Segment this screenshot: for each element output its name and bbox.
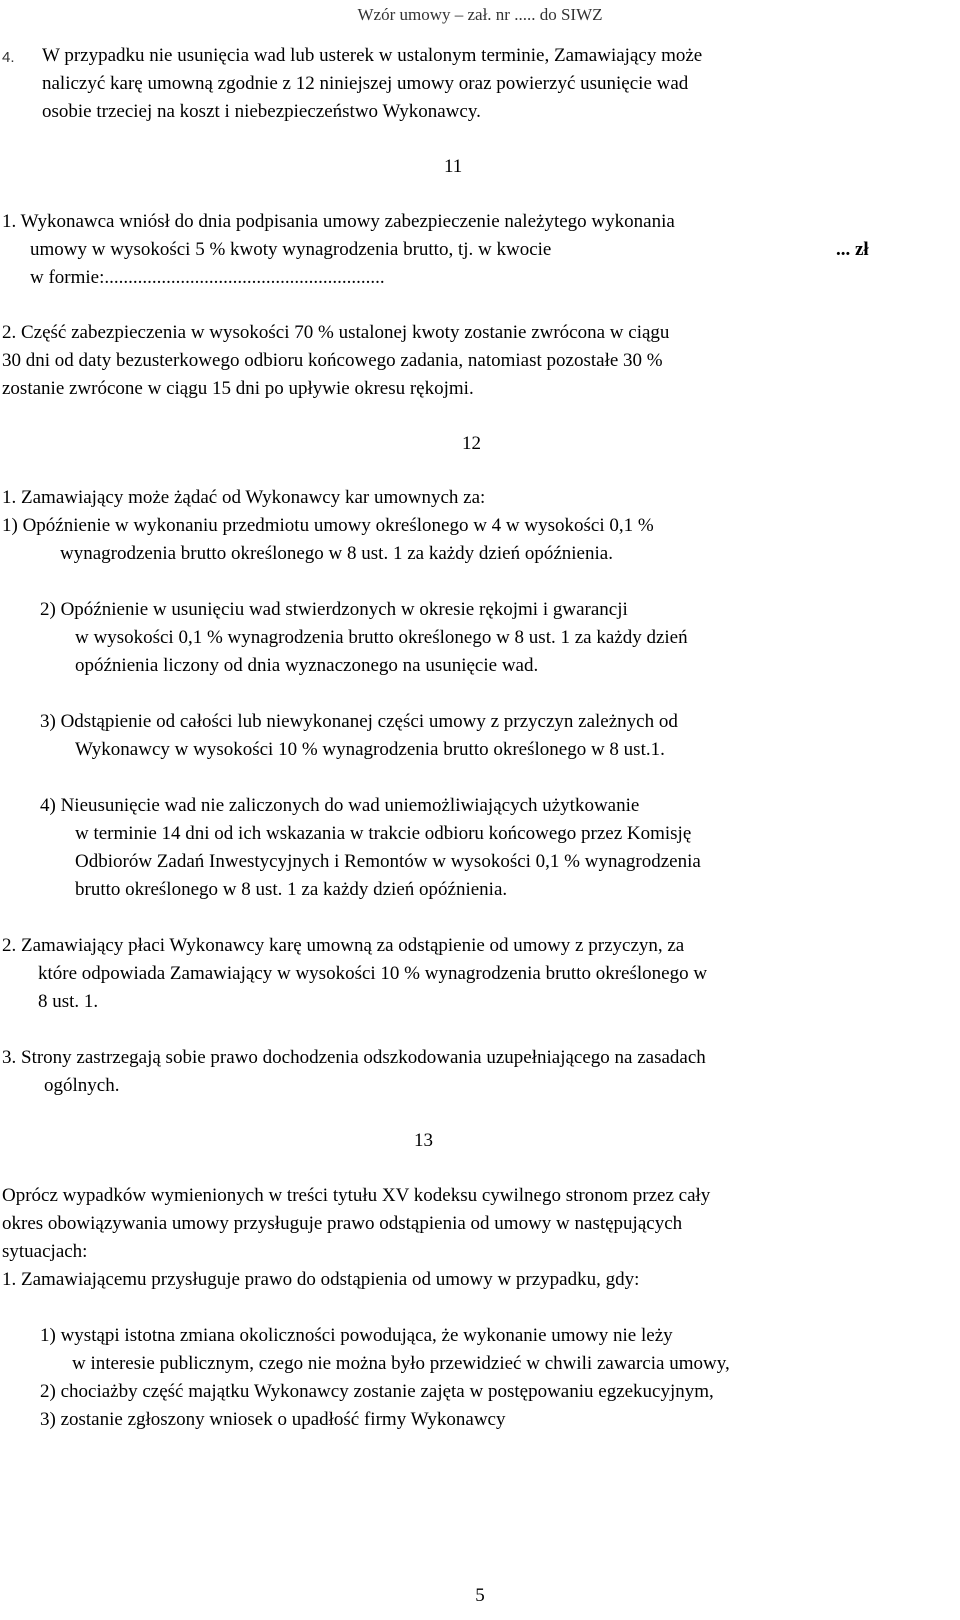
section-heading-12: 12 (462, 433, 481, 454)
list-item-line: 4) Nieusunięcie wad nie zaliczonych do wad uniemożliwiających użytkowanie (40, 795, 640, 816)
section-heading-11: 11 (444, 156, 463, 177)
paragraph-text-line: 2. Część zabezpieczenia w wysokości 70 % ustalonej kwoty zostanie zwrócona w ciągu (2, 322, 670, 343)
paragraph-text-line: ogólnych. (44, 1075, 120, 1096)
list-item-line: Wykonawcy w wysokości 10 % wynagrodzenia brutto określonego w 8 ust.1. (75, 739, 665, 760)
paragraph-number: 4. (2, 49, 15, 66)
paragraph-text-line: zostanie zwrócone w ciągu 15 dni po upływie okresu rękojmi. (2, 378, 474, 399)
paragraph-text-line: które odpowiada Zamawiający w wysokości 10 % wynagrodzenia brutto określonego w (38, 963, 708, 984)
list-item-line: opóźnienia liczony od dnia wyznaczonego na usunięcie wad. (75, 655, 539, 676)
document-header: Wzór umowy – zał. nr ..... do SIWZ (357, 5, 603, 24)
list-item-line: wynagrodzenia brutto określonego w 8 ust. 1 za każdy dzień opóźnienia. (60, 543, 613, 564)
list-item-line: w interesie publicznym, czego nie można było przewidzieć w chwili zawarcia umowy, (72, 1353, 730, 1374)
list-item-line: 3) Odstąpienie od całości lub niewykonanej części umowy z przyczyn zależnych od (40, 711, 678, 732)
paragraph-text-line: 30 dni od daty bezusterkowego odbioru końcowego zadania, natomiast pozostałe 30 % (2, 350, 663, 371)
list-item-line: 1) Opóźnienie w wykonaniu przedmiotu umowy określonego w 4 w wysokości 0,1 % (2, 515, 654, 536)
paragraph-text-line: W przypadku nie usunięcia wad lub usterek w ustalonym terminie, Zamawiający może (42, 45, 703, 66)
list-item-line: brutto określonego w 8 ust. 1 za każdy dzień opóźnienia. (75, 879, 508, 900)
list-item-line: w terminie 14 dni od ich wskazania w trakcie odbioru końcowego przez Komisję (75, 823, 692, 844)
paragraph-text-line: umowy w wysokości 5 % kwoty wynagrodzenia brutto, tj. w kwocie (30, 239, 552, 260)
amount-placeholder: ... zł (836, 239, 869, 260)
section-heading-13: 13 (414, 1130, 433, 1151)
paragraph-text-line: 1. Zamawiający może żądać od Wykonawcy kar umownych za: (2, 487, 486, 508)
page-number: 5 (475, 1585, 485, 1606)
list-item-line: 3) zostanie zgłoszony wniosek o upadłość firmy Wykonawcy (40, 1409, 506, 1430)
paragraph-text-line: naliczyć karę umowną zgodnie z 12 niniejszej umowy oraz powierzyć usunięcie wad (42, 73, 689, 94)
paragraph-text-line: Oprócz wypadków wymienionych w treści tytułu XV kodeksu cywilnego stronom przez cały (2, 1185, 711, 1206)
list-item-line: w wysokości 0,1 % wynagrodzenia brutto określonego w 8 ust. 1 za każdy dzień (75, 627, 688, 648)
list-item-line: 1) wystąpi istotna zmiana okoliczności powodująca, że wykonanie umowy nie leży (40, 1325, 673, 1346)
paragraph-text-line: osobie trzeciej na koszt i niebezpieczeństwo Wykonawcy. (42, 101, 481, 122)
paragraph-text-line: w formie:........................................................... (30, 267, 385, 288)
paragraph-text-line: 8 ust. 1. (38, 991, 99, 1012)
paragraph-text-line: 3. Strony zastrzegają sobie prawo dochodzenia odszkodowania uzupełniającego na zasadach (2, 1047, 706, 1068)
paragraph-text-line: okres obowiązywania umowy przysługuje prawo odstąpienia od umowy w następujących (2, 1213, 683, 1234)
paragraph-text-line: 1. Wykonawca wniósł do dnia podpisania umowy zabezpieczenie należytego wykonania (2, 211, 675, 232)
paragraph-text-line: 1. Zamawiającemu przysługuje prawo do odstąpienia od umowy w przypadku, gdy: (2, 1269, 640, 1290)
paragraph-text-line: sytuacjach: (2, 1241, 88, 1262)
list-item-line: 2) Opóźnienie w usunięciu wad stwierdzonych w okresie rękojmi i gwarancji (40, 599, 628, 620)
list-item-line: 2) chociażby część majątku Wykonawcy zostanie zajęta w postępowaniu egzekucyjnym, (40, 1381, 714, 1402)
list-item-line: Odbiorów Zadań Inwestycyjnych i Remontów w wysokości 0,1 % wynagrodzenia (75, 851, 701, 872)
paragraph-text-line: 2. Zamawiający płaci Wykonawcy karę umowną za odstąpienie od umowy z przyczyn, za (2, 935, 685, 956)
